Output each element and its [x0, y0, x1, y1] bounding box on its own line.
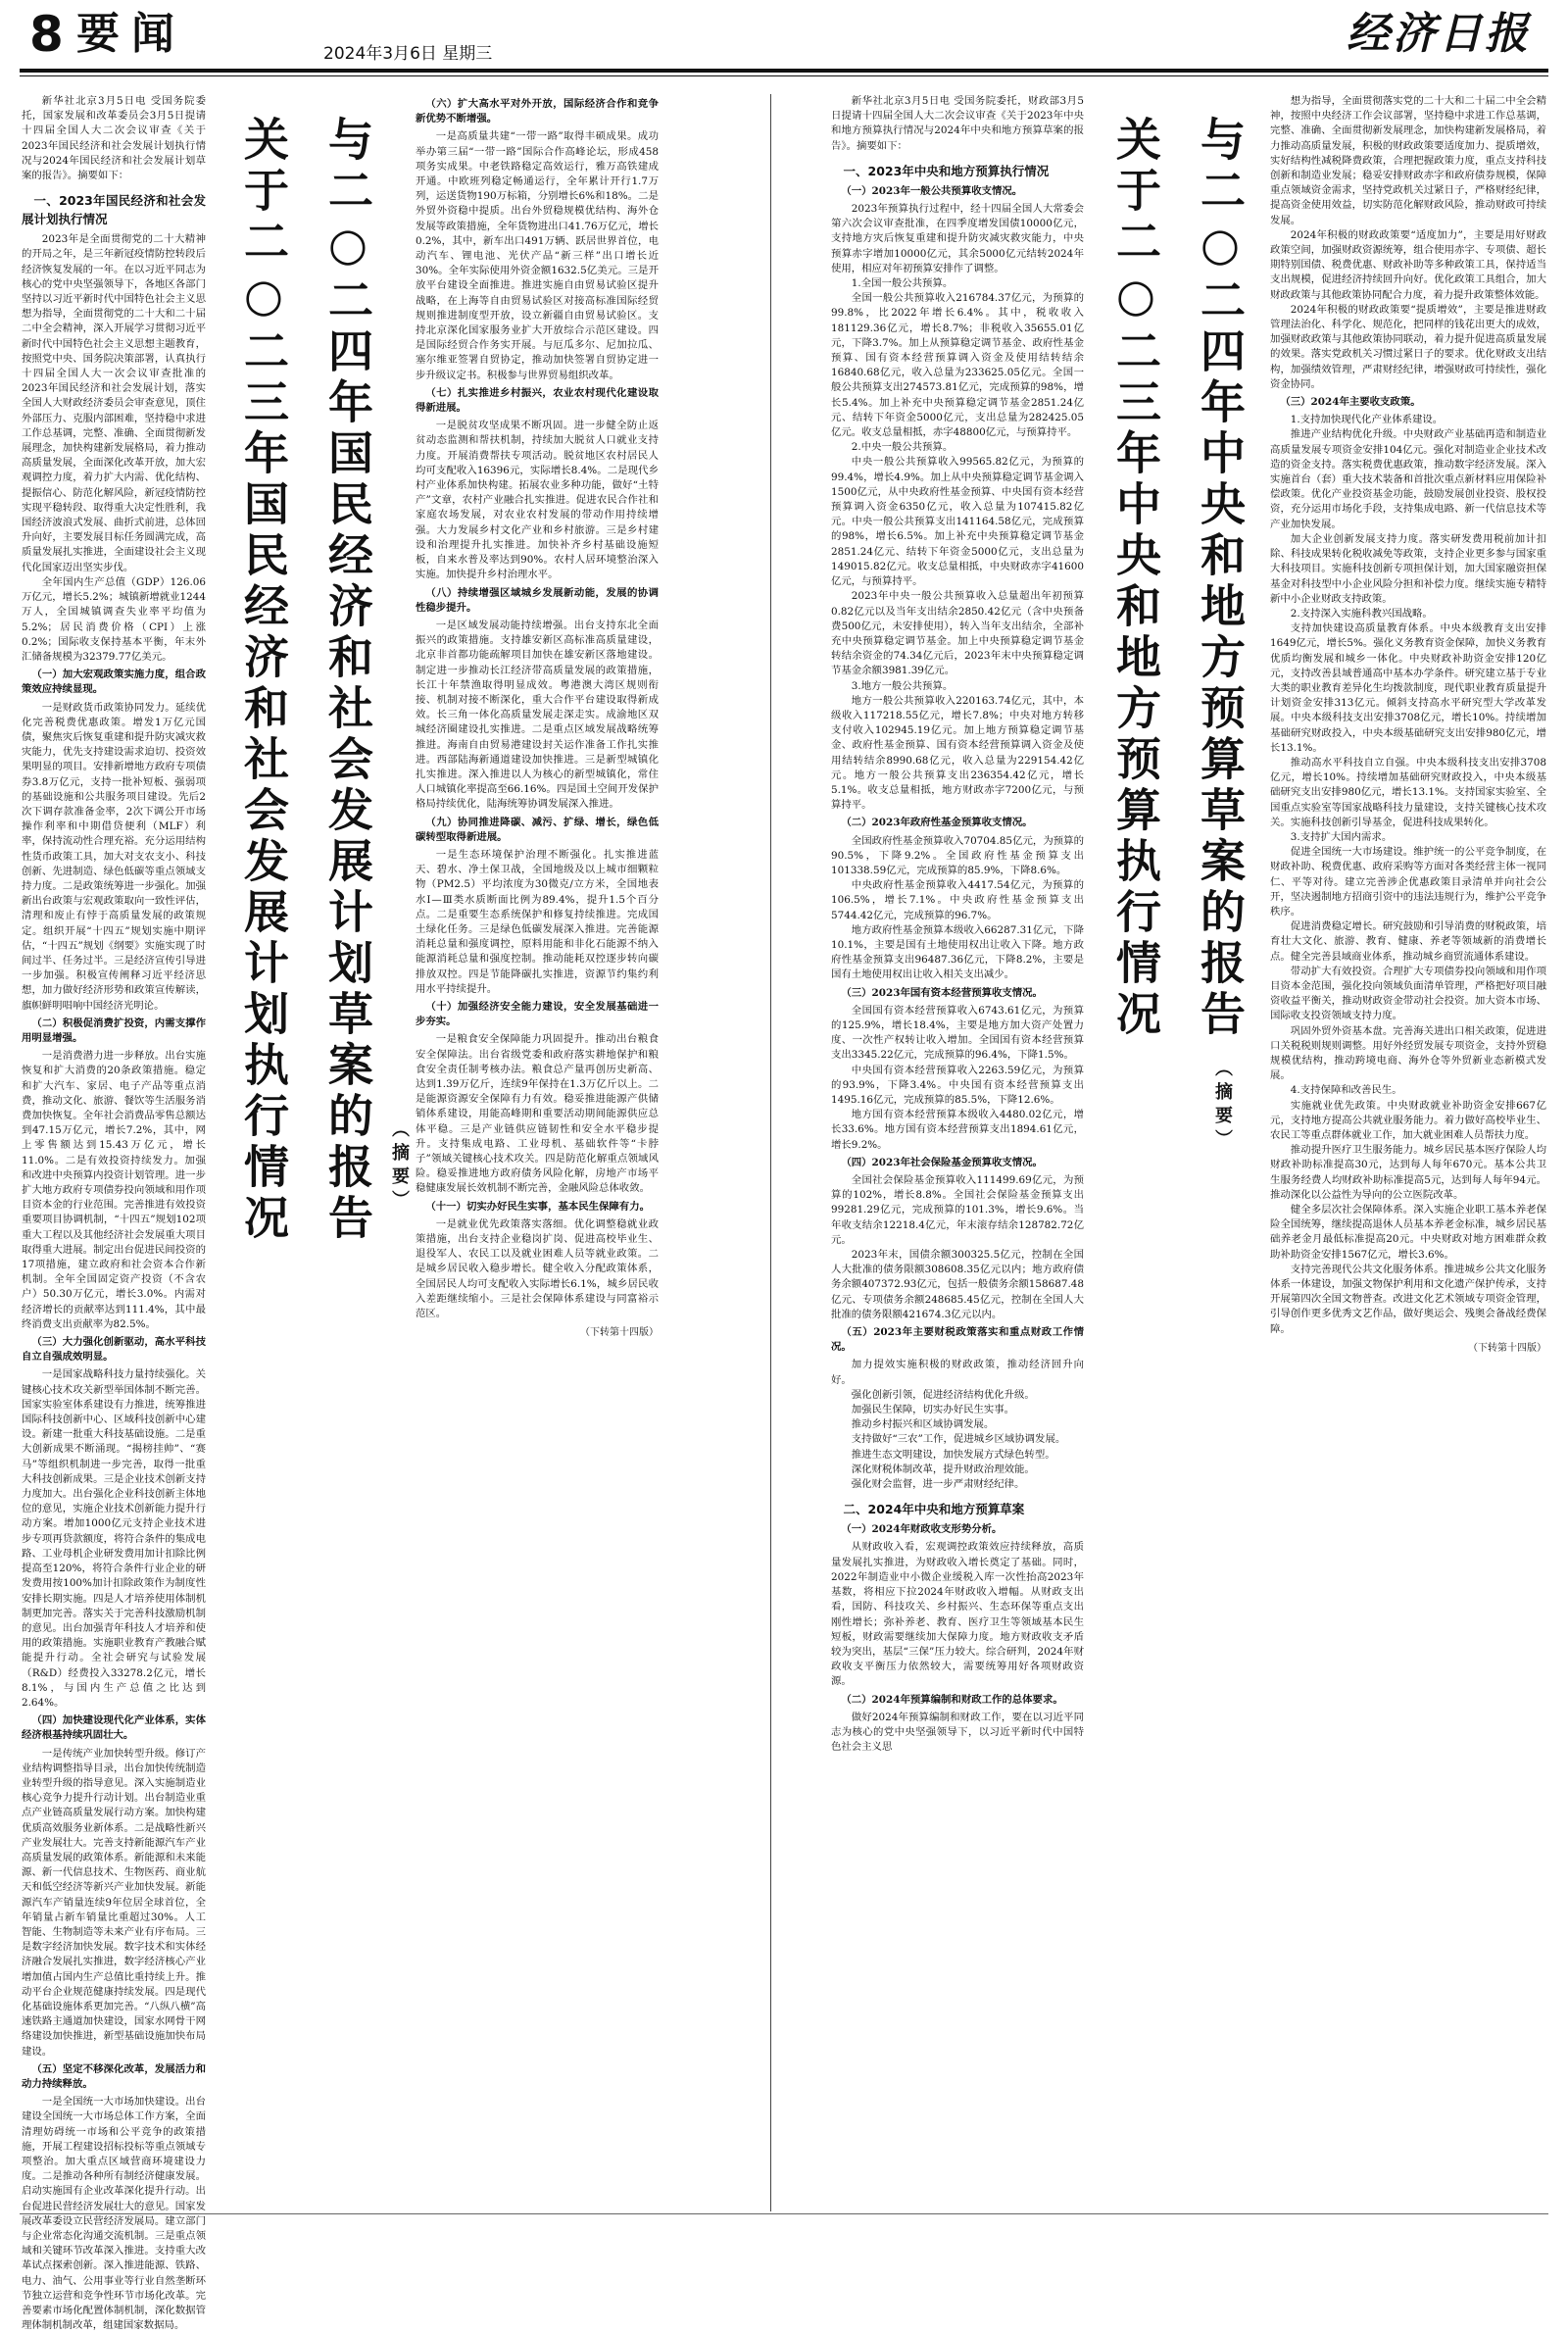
subheading: （十一）切实办好民生实事，基本民生保障有力。: [425, 1200, 650, 1213]
paragraph: 推动提升医疗卫生服务能力。城乡居民基本医疗保险人均财政补助标准提高30元，达到每人每年670元。基本公共卫生服务经费人均财政补助标准提高5元，达到每人每年94元。推动深化以公益性为导向的公立医院改革。: [1270, 1144, 1546, 1201]
paragraph: 2023年预算执行过程中，经十四届全国人大常委会第六次会议审查批准，在四季度增发国债10000亿元，支持地方灾后恢复重建和提升防灾减灾救灾能力，中央预算赤字增加10000亿元，其余5000亿元结转2024年使用，相应对年初预算安排作了调整。: [831, 203, 1084, 274]
paragraph: 促进全国统一大市场建设。维护统一的公平竞争制度，在财政补助、税费优惠、政府采购等方面对各类经营主体一视同仁、平等对待。建立完善涉企优惠政策目录清单并向社会公开，坚决遏制地方招商引资中的违法违规行为，维护公平竞争秩序。: [1270, 846, 1546, 918]
issue-date: 2024年3月6日 星期三: [323, 44, 493, 64]
subheading: （五）2023年主要财税政策落实和重点财政工作情况。: [831, 1326, 1084, 1354]
paragraph: 全国社会保险基金预算收入111499.69亿元，为预算的102%，增长8.8%。全国社会保险基金预算支出99281.29亿元，完成预算的101.3%，增长9.6%。当年收支结余12218.4亿元，年末滚存结余128782.72亿元。: [831, 1174, 1084, 1246]
list-item: 支持做好“三农”工作，促进城乡区域协调发展。: [851, 1433, 1066, 1446]
list-item: 加力提效实施积极的财政政策，推动经济回升向好。: [831, 1359, 1084, 1386]
right-article-title-line-1: 与二○二四年中央和地方预算草案的报告: [1194, 116, 1247, 1041]
paragraph: 促进消费稳定增长。研究鼓励和引导消费的财税政策，培育壮大文化、旅游、教育、健康、养老等领域新的消费增长点。健全完善县域商业体系，推动城乡商贸流通体系建设。: [1270, 920, 1546, 963]
paragraph: 中央一般公共预算收入99565.82亿元，为预算的99.4%，增长4.9%。加上从中央预算稳定调节基金调入1500亿元，从中央政府性基金预算、中央国有资本经营预算调入资金6350亿元，收入总量为107415.82亿元。中央一般公共预算支出141164.58亿元，完成预算的98%，增长6.5%。加上补充中央预算稳定调节基金2851.24亿元、结转下年资金5000亿元，支出总量为149015.82亿元。收支总量相抵，中央财政赤字41600亿元，与预算持平。: [831, 456, 1084, 588]
paragraph: 一是就业优先政策落实落细。优化调整稳就业政策措施，出台支持企业稳岗扩岗、促进高校毕业生、退役军人、农民工以及就业困难人员等就业政策。二是城乡居民收入稳步增长。健全收入分配政策体系，全国居民人均可支配收入实际增长6.1%，城乡居民收入差距继续缩小。三是社会保障体系建设与同富裕示范区。: [416, 1217, 659, 1320]
article-divider: [770, 94, 771, 2211]
right-article-column-1: [831, 94, 1084, 2204]
continued-note: （下转第十四版）: [1468, 1342, 1546, 1354]
left-article-abstract-mark: （摘要）: [389, 1119, 410, 1214]
list-item: 推进生态文明建设，加快发展方式绿色转型。: [851, 1448, 1055, 1461]
paragraph: 一是区域发展动能持续增强。出台支持东北全面振兴的政策措施。支持雄安新区高标准高质量建设，北京非首都功能疏解项目加快在雄安新区落地建设。制定进一步推动长江经济带高质量发展的政策措施，长江十年禁渔取得明显成效。粤港澳大湾区规则衔接、机制对接不断深化，重大合作平台建设取得新成效。长三角一体化高质量发展走深走实。成渝地区双城经济圈建设扎实推进。二是重点区域发展战略统筹推进。海南自由贸易港建设封关运作准备工作扎实推进。西部陆海新通道建设加快推进。三是新型城镇化扎实推进。深入推进以人为核心的新型城镇化，常住人口城镇化率提高至66.16%。四是国土空间开发保护格局持续优化，陆海统筹协调发展深入推进。: [416, 619, 659, 811]
subheading: （十）加强经济安全能力建设，安全发展基础进一步夯实。: [416, 1000, 659, 1028]
paragraph: 一是国家战略科技力量持续强化。关键核心技术攻关新型举国体制不断完善。国家实验室体系建设有力推进，统筹推进国际科技创新中心、区域科技创新中心建设。新建一批重大科技基础设施。二是重大创新成果不断涌现。“揭榜挂帅”、“赛马”等组织机制进一步完善，取得一批重大科技创新成果。三是企业技术创新支持力度加大。出台强化企业科技创新主体地位的意见，实施企业技术创新能力提升行动方案。增加1000亿元支持企业技术进步专项再贷款额度，将符合条件的集成电路、工业母机企业研发费用加计扣除比例提高至120%，将符合条件行业企业的研发费用按100%加计扣除政策作为制度性安排长期实施。四是人才培养使用体制机制更加完善。落实关于完善科技激励机制的意见。出台加强青年科技人才培养和使用的政策措施。实施职业教育产教融合赋能提升行动。全社会研究与试验发展（R&D）经费投入33278.2亿元，增长8.1%，与国内生产总值之比达到2.64%。: [22, 1368, 206, 1709]
paragraph: 1.全国一般公共预算。: [851, 277, 954, 290]
paragraph: 全国政府性基金预算收入70704.85亿元，为预算的90.5%，下降9.2%。全国政府性基金预算支出101338.59亿元，完成预算的85.9%，下降8.6%。: [831, 834, 1084, 876]
left-article-title-line-2: 关于二○二三年国民经济和社会发展计划执行情况: [237, 116, 290, 1245]
subheading: （七）扎实推进乡村振兴，农业农村现代化建设取得新进展。: [416, 386, 659, 415]
paragraph: 地方政府性基金预算本级收入66287.31亿元，下降10.1%，主要是国有土地使用权出让收入下降。地方政府性基金预算支出96487.36亿元，下降8.2%，主要是国有土地使用权出让收入相关支出减少。: [831, 923, 1084, 981]
list-item: 加强民生保障，切实办好民生实事。: [851, 1404, 1015, 1416]
bottom-rule: [20, 2213, 1548, 2214]
paragraph: 巩固外贸外资基本盘。完善海关进出口相关政策，促进进口关税税则规则调整。用好外经贸发展专项资金，支持外贸稳规模优结构，推动跨境电商、海外仓等外贸新业态新模式发展。: [1270, 1024, 1546, 1082]
left-article-column-1: [22, 94, 206, 2332]
paragraph: 一是生态环境保护治理不断强化。扎实推进蓝天、碧水、净土保卫战，全国地级及以上城市细颗粒物（PM2.5）平均浓度为30微克/立方米，全国地表水Ⅰ—Ⅲ类水质断面比例为89.4%，提升1.5个百分点。二是重要生态系统保护和修复持续推进。完成国土绿化任务。三是绿色低碳发展深入推进。完善能源消耗总量和强度调控，原料用能和非化石能源不纳入能源消耗总量和强度控制。推动能耗双控逐步转向碳排放双控。四是节能降碳扎实推进，资源节约集约利用水平持续提升。: [416, 848, 659, 995]
left-article-column-2: [416, 94, 659, 2204]
left-article-heading-1: 一、2023年国民经济和社会发展计划执行情况: [22, 193, 206, 227]
newspaper-logo: 经济日报: [1347, 9, 1531, 59]
paragraph: 3.地方一般公共预算。: [851, 679, 954, 692]
paragraph: 4.支持保障和改善民生。: [1290, 1084, 1402, 1097]
page-number: 8: [29, 6, 64, 63]
list-item: 强化创新引领，促进经济结构优化升级。: [851, 1388, 1035, 1401]
paragraph: 推动高水平科技自立自强。中央本级科技支出安排3708亿元，增长10%。持续增加基础研究财政投入，中央本级基础研究支出安排980亿元，增长13.1%。支持国家实验室、全国重点实验室等国家战略科技力量建设，支持关键核心技术攻关。实施科技创新引导基金，促进科技成果转化。: [1270, 756, 1546, 828]
paragraph: 2023年末，国债余额300325.5亿元，控制在全国人大批准的债务限额308608.35亿元以内；地方政府债务余额407372.93亿元，包括一般债务余额158687.48亿元、专项债务余额248685.45亿元，控制在全国人大批准的债务限额421674.3亿元以内。: [831, 1249, 1084, 1320]
subheading: （二）2023年政府性基金预算收支情况。: [841, 817, 1033, 829]
paragraph: 一是传统产业加快转型升级。修订产业结构调整指导目录，出台加快传统制造业转型升级的指导意见。深入实施制造业核心竞争力提升行动计划。出台制造业重点产业链高质量发展行动方案。加快构建优质高效服务业新体系。二是战略性新兴产业发展壮大。完善支持新能源汽车产业高质量发展的政策体系。新能源和未来能源、新一代信息技术、生物医药、商业航天和低空经济等新兴产业加快发展。新能源汽车产销量连续9年位居全球首位，全年销量占新车销量比重超过30%。人工智能、生物制造等未来产业有序布局。三是数字经济加快发展。数字技术和实体经济融合发展扎实推进，数字经济核心产业增加值占国内生产总值比重持续上升。推动平台企业规范健康持续发展。四是现代化基础设施体系更加完善。“八纵八横”高速铁路主通道加快建设，国家水网骨干网络建设加快推进，新型基础设施加快布局建设。: [22, 1747, 206, 2058]
paragraph: 中央政府性基金预算收入4417.54亿元，为预算的106.5%，增长7.1%。中央政府性基金预算支出5744.42亿元，完成预算的96.7%。: [831, 879, 1084, 921]
paragraph: 一是全国统一大市场加快建设。出台建设全国统一大市场总体工作方案，全面清理妨碍统一市场和公平竞争的政策措施，开展工程建设招标投标等重点领域专项整治。加大重点区域营商环境建设力度。二是推动各种所有制经济健康发展。启动实施国有企业改革深化提升行动。出台促进民营经济发展壮大的意见。国家发展改革委设立民营经济发展局。建立部门与企业常态化沟通交流机制。三是重点领域和关键环节改革深入推进。支持重大改革试点探索创新。深入推进能源、铁路、电力、油气、公用事业等行业自然垄断环节独立运营和竞争性环节市场化改革。完善要素市场化配置体制机制，深化数据管理体制机制改革，组建国家数据局。: [22, 2096, 206, 2332]
list-item: 推动乡村振兴和区域协调发展。: [851, 1418, 995, 1431]
paragraph: 推进产业结构优化升级。中央财政产业基础再造和制造业高质量发展专项资金安排104亿元。强化对制造业企业技术改造的资金支持。落实税费优惠政策，推动数字经济发展。深入实施首台（套）重大技术装备和首批次重点新材料应用保险补偿政策。优化产业投资基金功能，鼓励发展创业投资、股权投资，充分运用市场化手段，支持集成电路、新一代信息技术等产业加快发展。: [1270, 428, 1546, 530]
paragraph: 2.支持深入实施科教兴国战略。: [1290, 607, 1433, 620]
list-item: 深化财税体制改革，提升财政治理效能。: [851, 1463, 1035, 1475]
list-item: 强化财会监督，进一步严肃财经纪律。: [851, 1478, 1025, 1491]
subheading: （二）2024年预算编制和财政工作的总体要求。: [841, 1693, 1063, 1706]
paragraph: 从财政收入看，宏观调控政策效应持续释放，高质量发展扎实推进，为财政收入增长奠定了基础。同时，2022年制造业中小微企业缓税入库一次性抬高2023年基数，将相应下拉2024年财政收入增幅。从财政支出看，国防、科技攻关、乡村振兴、生态环保等重点支出刚性增长；弥补养老、教育、医疗卫生等领域基本民生短板，财政需要继续加大保障力度。地方财政收支矛盾较为突出，基层“三保”压力较大。综合研判，2024年财政收支平衡压力依然较大，需要统筹用好各项财政资源。: [831, 1541, 1084, 1688]
subheading: （五）坚定不移深化改革，发展活力和动力持续释放。: [22, 2062, 206, 2090]
paragraph: 全年国内生产总值（GDP）126.06万亿元，增长5.2%；城镇新增就业1244万人，全国城镇调查失业率平均值为5.2%；居民消费价格（CPI）上涨0.2%；国际收支保持基本平衡，年末外汇储备规模为32379.77亿美元。: [22, 575, 206, 663]
continued-note: （下转第十四版）: [580, 1327, 659, 1339]
subheading: （一）2024年财政收支形势分析。: [841, 1523, 1003, 1536]
paragraph: 3.支持扩大国内需求。: [1290, 830, 1393, 843]
paragraph: 2023年中央一般公共预算收入总量超出年初预算0.82亿元以及当年支出结余2850.42亿元（含中央预备费500亿元，未安排使用），转入当年支出结余，全部补充中央预算稳定调节基金。加上中央预算稳定调节基金转结余资金的74.34亿元后，2023年末中央预算稳定调节基金余额3981.39亿元。: [831, 590, 1084, 677]
paragraph: 地方国有资本经营预算本级收入4480.02亿元，增长33.6%。地方国有资本经营预算支出1894.61亿元，增长9.2%。: [831, 1109, 1084, 1151]
paragraph: 全国一般公共预算收入216784.37亿元，为预算的99.8%，比2022年增长6.4%。其中，税收收入181129.36亿元，增长8.7%；非税收入35655.01亿元，下降3.7%。加上从预算稳定调节基金、政府性基金预算、国有资本经营预算调入资金及使用结转结余16840.68亿元，收入总量为233625.05亿元。全国一般公共预算支出274573.81亿元，完成预算的98%，增长5.4%。加上补充中央预算稳定调节基金2851.24亿元、结转下年资金5000亿元，支出总量为282425.05亿元。收支总量相抵，赤字48800亿元，与预算持平。: [831, 292, 1084, 439]
paragraph: 2023年是全面贯彻党的二十大精神的开局之年，是三年新冠疫情防控转段后经济恢复发展的一年。在以习近平同志为核心的党中央坚强领导下，各地区各部门坚持以习近平新时代中国特色社会主义思想为指导，全面贯彻党的二十大和二十届二中全会精神，深入开展学习贯彻习近平新时代中国特色社会主义思想主题教育，按照党中央、国务院决策部署，认真执行十四届全国人大一次会议审查批准的2023年国民经济和社会发展计划，落实全国人大财政经济委员会审查意见，顶住外部压力、克服内部困难，坚持稳中求进工作总基调，完整、准确、全面贯彻新发展理念，加快构建新发展格局，着力推动高质量发展，全面深化改革开放，加大宏观调控力度，着力扩大内需、优化结构、提振信心、防范化解风险，新冠疫情防控实现平稳转段、取得重大决定性胜利，我国经济波浪式发展、曲折式前进，总体回升向好，主要发展目标任务圆满完成，高质量发展扎实推进，全面建设社会主义现代化国家迈出坚实步伐。: [22, 233, 206, 573]
paragraph: 全国国有资本经营预算收入6743.61亿元，为预算的125.9%，增长18.4%，主要是地方加大资产处置力度、一次性产权转让收入增加。全国国有资本经营预算支出3345.22亿元，完成预算的96.4%，下降1.5%。: [831, 1004, 1084, 1062]
right-article-abstract-mark: （摘要）: [1212, 1059, 1233, 1153]
right-article-heading-1: 一、2023年中央和地方预算执行情况: [843, 163, 1050, 178]
paragraph: 一是消费潜力进一步释放。出台实施恢复和扩大消费的20条政策措施。稳定和扩大汽车、家居、电子产品等重点消费，推动文化、旅游、餐饮等生活服务消费加快恢复。全年社会消费品零售总额达到47.15万亿元，增长7.2%，其中，网上零售额达到15.43万亿元，增长11.0%。二是有效投资持续发力。加强和改进中央预算内投资计划管理。进一步扩大地方政府专项债券投向领域和用作项目资本金的行业范围。完善推进有效投资重要项目协调机制，“十四五”规划102项重大工程以及其他经济社会发展重大项目取得重大进展。制定出台促进民间投资的17项措施，建立政府和社会资本合作新机制。全年全国固定资产投资（不含农户）50.30万亿元，增长3.0%。内需对经济增长的贡献率达到111.4%，其中最终消费支出贡献率为82.5%。: [22, 1050, 206, 1330]
right-article-column-2: [1270, 94, 1546, 2204]
masthead-rule-thick: [20, 69, 1548, 73]
subheading: （八）持续增强区域城乡发展新动能，发展的协调性稳步提升。: [416, 586, 659, 614]
paragraph: 2024年积极的财政政策要“提质增效”，主要是推进财政管理法治化、科学化、规范化，把同样的钱花出更大的成效，加强财政政策与其他政策协同联动，着力提升促进高质量发展的效果。落实党政机关习惯过紧日子的要求。优化财政支出结构，加强绩效管理，严肃财经纪律，增强财政可持续性，强化资金协同。: [1270, 303, 1546, 390]
paragraph: 一是高质量共建“一带一路”取得丰硕成果。成功举办第三届“一带一路”国际合作高峰论坛，形成458项务实成果。中老铁路稳定高效运行，雅万高铁建成开通。中欧班列稳定畅通运行，全年累计开行1.7万列，运送货物190万标箱，分别增长6%和18%。二是外贸外资稳中提质。出台外贸稳规模优结构、海外仓发展等政策措施，全年货物进出口41.76万亿元，增长0.2%，其中，新车出口491万辆、跃居世界首位，电动汽车、锂电池、光伏产品“新三样”出口增长近30%。全年实际使用外资金额1632.5亿美元。三是开放平台建设全面推进。推进实施自由贸易试验区提升战略，在上海等自由贸易试验区对接高标准国际经贸规则推进制度型开放，设立新疆自由贸易试验区。支持北京深化国家服务业扩大开放综合示范区建设。四是国际经贸合作务实开展。与厄瓜多尔、尼加拉瓜、塞尔维亚签署自贸协定，推动加快签署自贸协定进一步升级议定书。积极参与世界贸易组织改革。: [416, 130, 659, 381]
paragraph: 地方一般公共预算收入220163.74亿元，其中，本级收入117218.55亿元，增长7.8%；中央对地方转移支付收入102945.19亿元。加上地方预算稳定调节基金、政府性基金预算、国有资本经营预算调入资金及使用结转结余8990.68亿元，收入总量为229154.42亿元。地方一般公共预算支出236354.42亿元，增长5.1%。收支总量相抵，地方财政赤字7200亿元，与预算持平。: [831, 694, 1084, 812]
subheading: （三）2024年主要收支政策。: [1280, 396, 1421, 409]
paragraph: 一是粮食安全保障能力巩固提升。推动出台粮食安全保障法。出台省级党委和政府落实耕地保护和粮食安全责任制考核办法。粮食总产量再创历史新高、达到1.39万亿斤，连续9年保持在1.3万亿斤以上。二是能源资源安全保障有力有效。稳妥推进能源产供储销体系建设，用能高峰期和重要活动期间能源供应总体平稳。三是产业链供应链韧性和安全水平稳步提升。支持集成电路、工业母机、基础软件等“卡脖子”领域关键核心技术攻关。四是防范化解重点领域风险。稳妥推进地方政府债务风险化解，房地产市场平稳健康发展长效机制不断完善，金融风险总体收敛。: [416, 1033, 659, 1195]
paragraph: 2024年积极的财政政策要“适度加力”，主要是用好财政政策空间，加强财政资源统筹，组合使用赤字、专项债、超长期特别国债、税费优惠、财政补助等多种政策工具，保持适当支出规模，促进经济持续回升向好。优化政策工具组合，加大财政政策与其他政策协同配合力度，着力提升政策整体效能。: [1270, 228, 1546, 301]
subheading: （三）大力强化创新驱动，高水平科技自立自强成效明显。: [22, 1336, 206, 1364]
paragraph: 1.支持加快现代化产业体系建设。: [1290, 414, 1444, 426]
subheading: （六）扩大高水平对外开放，国际经济合作和竞争新优势不断增强。: [416, 98, 659, 125]
left-article-title-line-1: 与二○二四年国民经济和社会发展计划草案的报告: [321, 116, 374, 1245]
paragraph: 支持加快建设高质量教育体系。中央本级教育支出安排1649亿元，增长5%。强化义务教育资金保障，加快义务教育优质均衡发展和城乡一体化。中央财政补助资金安排120亿元，支持改善县域普通高中基本办学条件。研究建立基于专业大类的职业教育差异化生均拨款制度，现代职业教育质量提升计划资金安排313亿元。倾斜支持高水平研究型大学改革发展。中央本级科技支出安排3708亿元，增长10%。持续增加基础研究财政投入，中央本级基础研究支出安排980亿元，增长13.1%。: [1270, 622, 1546, 754]
masthead: [0, 0, 1568, 69]
right-article-title-line-2: 关于二○二三年中央和地方预算执行情况: [1109, 116, 1162, 1041]
paragraph: 一是财政货币政策协同发力。延续优化完善税费优惠政策。增发1万亿元国债，聚焦灾后恢复重建和提升防灾减灾救灾能力，优先支持建设需求迫切、投资效果明显的项目。安排新增地方政府专项债券3.8万亿元，支持一批补短板、强弱项的基础设施和公共服务项目建设。先后2次下调存款准备金率，2次下调公开市场操作利率和中期借贷便利（MLF）利率，保持流动性合理充裕。充分运用结构性货币政策工具，加大对支农支小、科技创新、先进制造、绿色低碳等重点领域支持力度。二是政策统筹进一步强化。加强新出台政策与宏观政策取向一致性评估，清理和废止有悖于高质量发展的政策规定。组织开展“十四五”规划实施中期评估，“十四五”规划《纲要》实施实现了时间过半、任务过半。三是经济宣传引导进一步加强。积极宣传阐释习近平经济思想，加力做好经济形势和政策宣传解读，旗帜鲜明唱响中国经济光明论。: [22, 701, 206, 1012]
paragraph: 带动扩大有效投资。合理扩大专项债券投向领域和用作项目资本金范围，强化投向领域负面清单管理，严格把好项目融资收益平衡关，推动财政资金带动社会投资。加大资本市场、国际收支投资领域支持力度。: [1270, 965, 1546, 1022]
right-article-heading-2: 二、2024年中央和地方预算草案: [843, 1502, 1025, 1517]
subheading: （一）2023年一般公共预算收支情况。: [841, 184, 1023, 197]
paragraph: 健全多层次社会保障体系。深入实施企业职工基本养老保险全国统筹，继续提高退休人员基本养老金标准，城乡居民基础养老金月最低标准提高20元。中央财政对地方困难群众救助补助资金安排1567亿元，增长3.6%。: [1270, 1204, 1546, 1261]
subheading: （四）加快建设现代化产业体系，实体经济根基持续巩固壮大。: [22, 1714, 206, 1742]
subheading: （二）积极促消费扩投资，内需支撑作用明显增强。: [22, 1017, 206, 1044]
subheading: （一）加大宏观政策实施力度，组合政策效应持续显现。: [22, 669, 206, 696]
paragraph: 一是脱贫攻坚成果不断巩固。进一步健全防止返贫动态监测和帮扶机制，持续加大脱贫人口就业支持力度。开展消费帮扶专项活动。脱贫地区农村居民人均可支配收入16396元，实际增长8.4%。二是现代乡村产业体系加快构建。拓展农业多种功能，做好“土特产”文章，农村产业融合扎实推进。促进农民合作社和家庭农场发展，对农业农村发展的带动作用持续增强。大力发展乡村文化产业和乡村旅游。三是乡村建设和治理提升扎实推进。加快补齐乡村基础设施短板，自来水普及率达到90%。农村人居环境整治深入实施。加快提升乡村治理水平。: [416, 420, 659, 581]
subheading: （三）2023年国有资本经营预算收支情况。: [841, 986, 1043, 999]
paragraph: 中央国有资本经营预算收入2263.59亿元，为预算的93.9%，下降3.4%。中央国有资本经营预算支出1495.16亿元，完成预算的85.5%，下降12.6%。: [831, 1064, 1084, 1106]
right-article-lead: 新华社北京3月5日电 受国务院委托，财政部3月5日提请十四届全国人大二次会议审查《关于2023年中央和地方预算执行情况与2024年中央和地方预算草案的报告》。摘要如下：: [831, 95, 1084, 152]
paragraph: 实施就业优先政策。中央财政就业补助资金安排667亿元，支持地方提高公共就业服务能力。着力做好高校毕业生、农民工等重点群体就业工作，加大就业困难人员帮扶力度。: [1270, 1099, 1546, 1142]
paragraph: 2.中央一般公共预算。: [851, 441, 954, 454]
paragraph: 加大企业创新发展支持力度。落实研发费用税前加计扣除、科技成果转化税收减免等政策，支持企业更多参与国家重大科技项目。实施科技创新专项担保计划，加大国家融资担保基金对科技型中小企业风险分担和补偿力度。继续实施专精特新中小企业财政支持政策。: [1270, 532, 1546, 605]
paragraph: 做好2024年预算编制和财政工作，要在以习近平同志为核心的党中央坚强领导下，以习近平新时代中国特色社会主义思: [831, 1711, 1084, 1754]
paragraph: 想为指导，全面贯彻落实党的二十大和二十届二中全会精神，按照中央经济工作会议部署，坚持稳中求进工作总基调，完整、准确、全面贯彻新发展理念，加快构建新发展格局，着力推动高质量发展，积极的财政政策要适度加力、提质增效，实好结构性减税降费政策，合理把握政策力度，重点支持科技创新和制造业发展；稳妥安排财政赤字和政府债券规模，保障重点领域资金需求，坚持党政机关过紧日子，严格财经纪律，提高资金使用效益，切实防范化解财政风险，推动财政可持续发展。: [1270, 95, 1546, 226]
paragraph: 支持完善现代公共文化服务体系。推进城乡公共文化服务体系一体建设，加强文物保护利用和文化遗产保护传承，支持开展第四次全国文物普查。改进文化艺术领域专项资金管理，引导创作更多优秀文艺作品，做好奥运会、残奥会备战经费保障。: [1270, 1263, 1546, 1335]
section-title: 要闻: [76, 9, 186, 59]
left-article-lead: 新华社北京3月5日电 受国务院委托，国家发展和改革委员会3月5日提请十四届全国人大二次会议审查《关于2023年国民经济和社会发展计划执行情况与2024年国民经济和社会发展计划草案的报告》。摘要如下：: [22, 95, 206, 182]
subheading: （九）协同推进降碳、减污、扩绿、增长，绿色低碳转型取得新进展。: [416, 816, 659, 843]
masthead-rule-thin: [20, 75, 1548, 76]
subheading: （四）2023年社会保险基金预算收支情况。: [841, 1156, 1043, 1168]
